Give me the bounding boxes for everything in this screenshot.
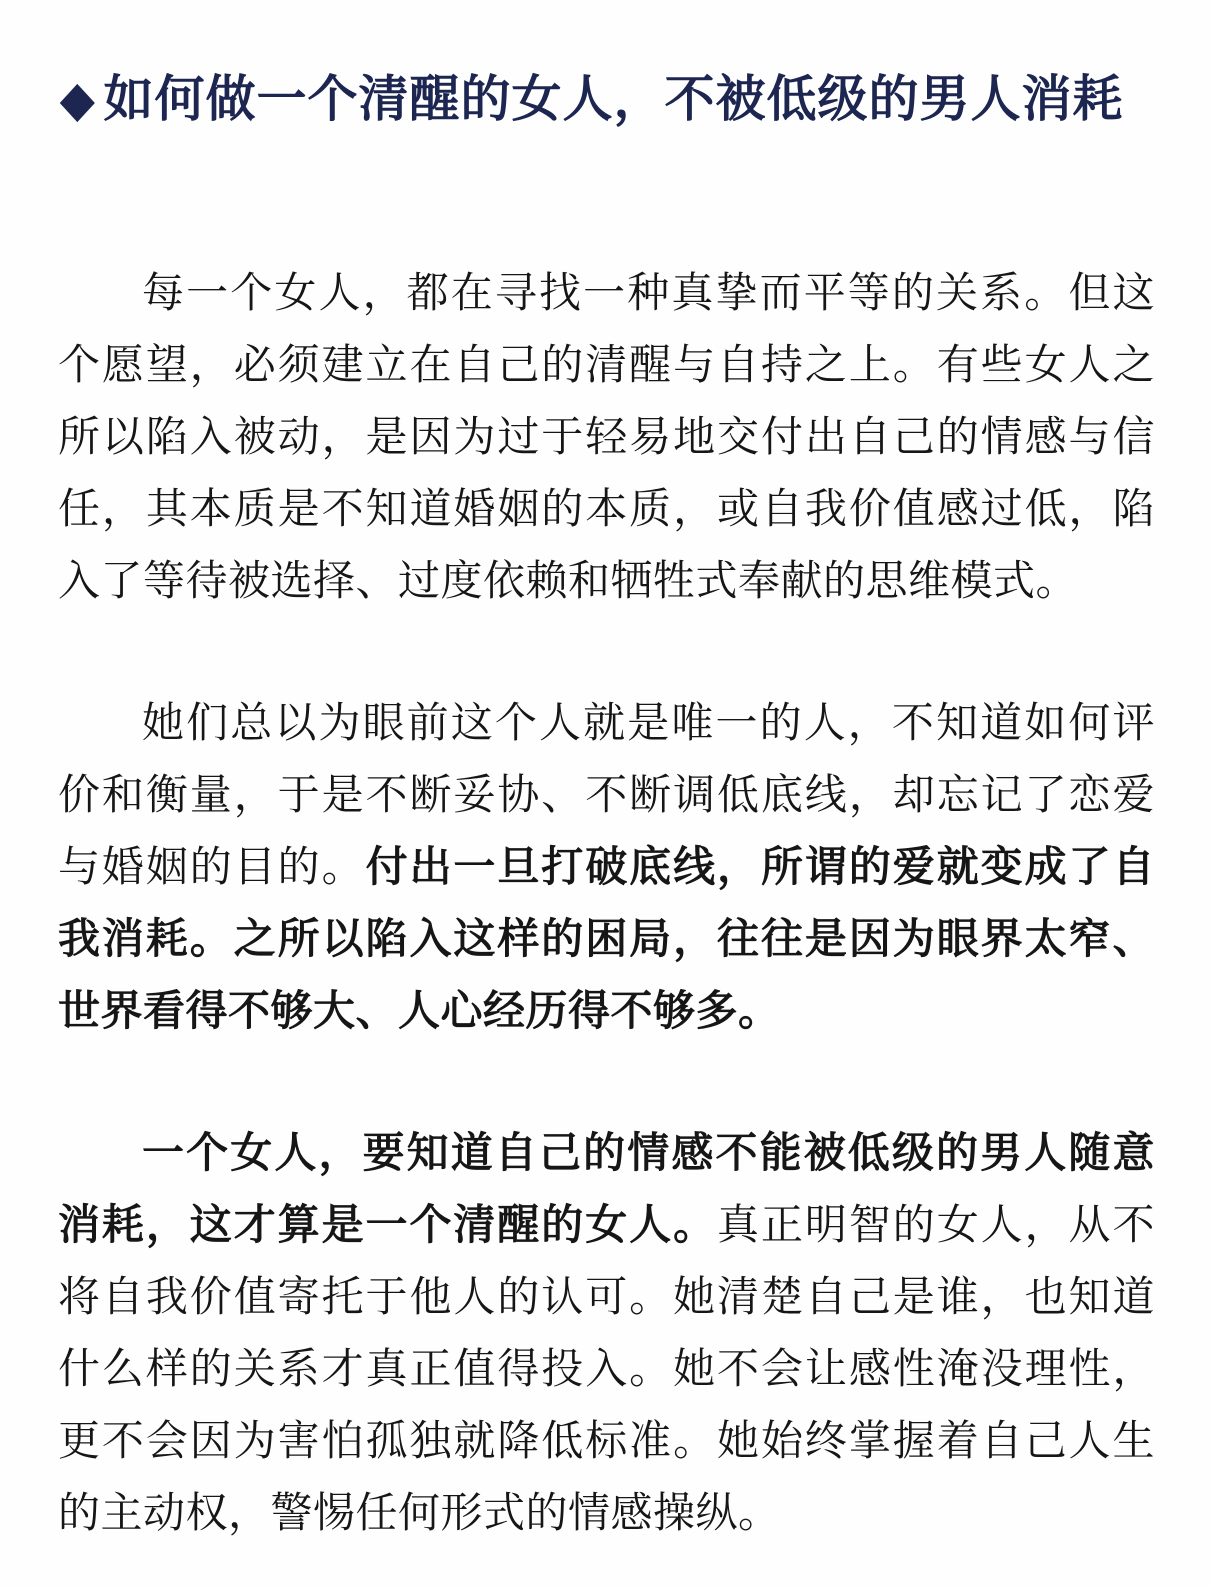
- article-title: [58, 62, 1155, 136]
- body-text: 她们总以为眼前这个人就是唯一的人，不知道如何评价和衡量，于是不断妥协、不断调低底线，却忘记了恋爱与婚姻的目的。: [58, 701, 1155, 891]
- diamond-bullet-icon: ◆: [59, 71, 96, 127]
- article-title-text: 如何做一个清醒的女人，不被低级的男人消耗: [103, 71, 1124, 127]
- body-text: 每一个女人，都在寻找一种真挚而平等的关系。但这个愿望，必须建立在自己的清醒与自持之上。有些女人之所以陷入被动，是因为过于轻易地交付出自己的情感与信任，其本质是不知道婚姻的本质，或自我价值感过低，陷入了等待被选择、过度依赖和牺牲式奉献的思维模式。: [58, 271, 1155, 605]
- emphasis-text: 付出一旦打破底线，所谓的爱就变成了自我消耗。之所以陷入这样的困局，往往是因为眼界太窄、世界看得不够大、人心经历得不够多。: [58, 845, 1155, 1035]
- body-text: 真正明智的女人，从不将自我价值寄托于他人的认可。她清楚自己是谁，也知道什么样的关系才真正值得投入。她不会让感性淹没理性，更不会因为害怕孤独就降低标准。她始终掌握着自己人生的主动权，警惕任何形式的情感操纵。: [58, 1203, 1155, 1537]
- paragraph: [58, 688, 1155, 1048]
- emphasis-text: 一个女人，要知道自己的情感不能被低级的男人随意消耗，这才算是一个清醒的女人。: [58, 1131, 1155, 1249]
- article-body: [58, 258, 1155, 1550]
- paragraph: [58, 258, 1155, 618]
- paragraph: [58, 1118, 1155, 1550]
